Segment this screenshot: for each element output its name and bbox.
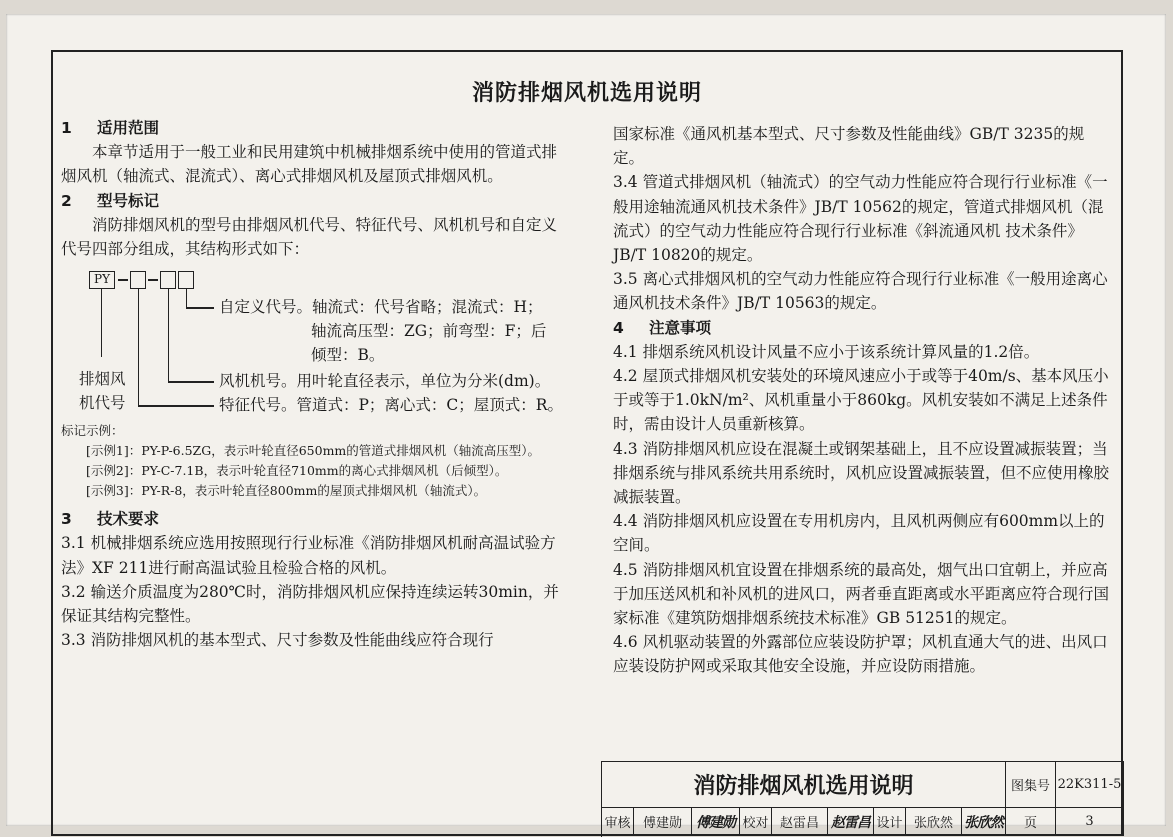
- code-box: [160, 271, 176, 289]
- section-heading: [613, 316, 1113, 340]
- dash-line: [118, 279, 128, 280]
- review-label: 审核: [602, 808, 634, 836]
- section-heading: [61, 507, 567, 531]
- page-label: 页: [1006, 808, 1056, 836]
- leader-line: [101, 289, 102, 357]
- paragraph: 4.3 消防排烟风机应设在混凝土或钢架基础上，且不应设置减振装置；当排烟系统与排风系统共用系统时，风机应设置减振装置，但不应使用橡胶减振装置。: [613, 439, 1110, 507]
- diagram-label: 风机机号。用叶轮直径表示，单位为分米(dm)。: [219, 372, 551, 391]
- code-box: [178, 271, 194, 289]
- title-block-title: 消防排烟风机选用说明: [602, 762, 1006, 808]
- section-title: 技术要求: [97, 510, 160, 529]
- leader-line: [168, 381, 214, 382]
- title-block: [601, 761, 1124, 837]
- diagram-label: 轴流高压型：ZG；前弯型：F；后: [311, 322, 547, 341]
- paragraph: 消防排烟风机的型号由排烟风机代号、特征代号、风机机号和自定义代号四部分组成，其结构形式如下：: [61, 215, 558, 259]
- leader-line: [138, 289, 139, 405]
- paragraph: 3.2 输送介质温度为280℃时，消防排烟风机应保持连续运转30min，并保证其结构完整性。: [61, 582, 559, 626]
- paragraph: 4.4 消防排烟风机应设置在专用机房内，且风机两侧应有600mm以上的空间。: [613, 512, 1105, 555]
- section-number: 2: [61, 191, 72, 210]
- diagram-label: 特征代号。管道式：P；离心式：C；屋顶式：R。: [219, 396, 563, 415]
- atlas-label: 图集号: [1006, 762, 1056, 808]
- paragraph: 3.3 消防排烟风机的基本型式、尺寸参数及性能曲线应符合现行: [61, 631, 494, 650]
- checker-name: 赵雷昌: [772, 808, 828, 836]
- section-heading: [61, 116, 567, 140]
- example-heading: 标记示例：: [61, 423, 124, 439]
- leader-line: [168, 289, 169, 381]
- atlas-number: 22K311-5: [1056, 762, 1124, 808]
- paragraph: 4.1 排烟系统风机设计风量不应小于该系统计算风量的1.2倍。: [613, 342, 1040, 361]
- section-heading: [61, 189, 567, 213]
- section-title: 型号标记: [97, 191, 160, 210]
- designer-signature: 张欣然: [962, 808, 1006, 836]
- py-box: PY: [89, 271, 115, 289]
- reviewer-signature: 傅建勋: [692, 808, 740, 836]
- example-item: [示例3]：PY-R-8，表示叶轮直径800mm的屋顶式排烟风机（轴流式）。: [86, 483, 487, 499]
- paragraph: 3.4 管道式排烟风机（轴流式）的空气动力性能应符合现行行业标准《一般用途轴流通风机技术条件》JB/T 10562的规定，管道式排烟风机（混流式）的空气动力性能应符合现行行业标准《斜流通风机 技术条件》JB/T 10820的规定。: [613, 173, 1108, 265]
- check-label: 校对: [740, 808, 772, 836]
- paragraph: 3.5 离心式排烟风机的空气动力性能应符合现行行业标准《一般用途离心通风机技术条件》JB/T 10563的规定。: [613, 270, 1108, 313]
- diagram-label: 机代号: [79, 394, 126, 413]
- paragraph: 3.1 机械排烟系统应选用按照现行行业标准《消防排烟风机耐高温试验方法》XF 211进行耐高温试验且检验合格的风机。: [61, 534, 556, 577]
- paragraph: 国家标准《通风机基本型式、尺寸参数及性能曲线》GB/T 3235的规定。: [613, 125, 1085, 168]
- reviewer-name: 傅建勋: [634, 808, 692, 836]
- code-box: [130, 271, 146, 289]
- drawing-frame: [51, 50, 1123, 836]
- example-item: [示例2]：PY-C-7.1B，表示叶轮直径710mm的离心式排烟风机（后倾型）。: [86, 463, 508, 479]
- paragraph: 本章节适用于一般工业和民用建筑中机械排烟系统中使用的管道式排烟风机（轴流式、混流式）、离心式排烟风机及屋顶式排烟风机。: [61, 143, 558, 186]
- section-number: 3: [61, 510, 72, 529]
- diagram-label: 倾型：B。: [311, 346, 385, 365]
- design-label: 设计: [874, 808, 906, 836]
- designer-name: 张欣然: [906, 808, 962, 836]
- example-item: [示例1]：PY-P-6.5ZG，表示叶轮直径650mm的管道式排烟风机（轴流高压型）。: [86, 443, 541, 459]
- checker-signature: 赵雷昌: [828, 808, 874, 836]
- right-column: [613, 122, 1113, 679]
- leader-line: [186, 307, 214, 308]
- section-title: 适用范围: [97, 119, 160, 137]
- left-column: [61, 116, 567, 652]
- document-sheet: [6, 14, 1166, 831]
- page-title: 消防排烟风机选用说明: [471, 81, 702, 106]
- dash-line: [148, 279, 158, 280]
- paragraph: 4.6 风机驱动装置的外露部位应装设防护罩；风机直通大气的进、出风口应装设防护网或采取其他安全设施，并应设防雨措施。: [613, 633, 1108, 676]
- section-number: 4: [613, 318, 624, 337]
- diagram-label: 自定义代号。轴流式：代号省略；混流式：H；: [219, 298, 543, 317]
- page-number: 3: [1056, 808, 1124, 836]
- section-number: 1: [61, 119, 72, 137]
- diagram-label: 排烟风: [79, 370, 126, 389]
- model-code-diagram: [61, 267, 567, 417]
- leader-line: [138, 405, 214, 406]
- leader-line: [186, 289, 187, 307]
- paragraph: 4.2 屋顶式排烟风机安装处的环境风速应小于或等于40m/s、基本风压小于或等于1.0kN/m²、风机重量小于860kg。风机安装如不满足上述条件时，需由设计人员重新核算。: [613, 367, 1109, 434]
- section-title: 注意事项: [649, 318, 712, 337]
- paragraph: 4.5 消防排烟风机宜设置在排烟系统的最高处，烟气出口宜朝上，并应高于加压送风机和补风机的进风口，两者垂直距离或水平距离应符合现行国家标准《建筑防烟排烟系统技术标准》GB 51251的规定。: [613, 560, 1110, 628]
